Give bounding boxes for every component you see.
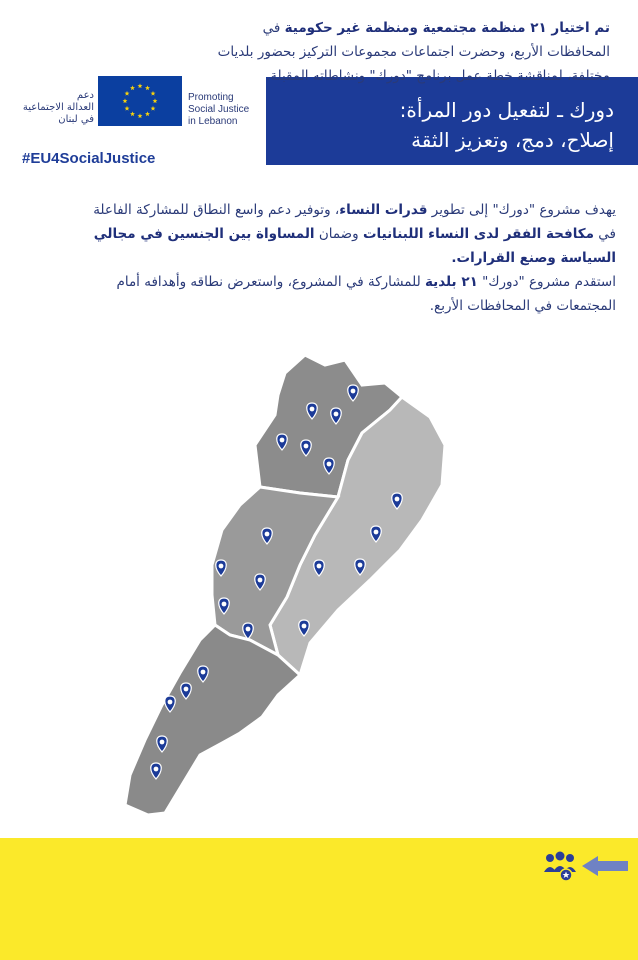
map-pin-dot bbox=[304, 444, 309, 449]
map-pin-dot bbox=[351, 389, 356, 394]
footer-banner bbox=[0, 838, 638, 960]
title-line-2: إصلاح، دمج، وتعزيز الثقة bbox=[411, 128, 614, 152]
map-pin-dot bbox=[280, 438, 285, 443]
map-pin-dot bbox=[154, 767, 159, 772]
map-pin-dot bbox=[219, 564, 224, 569]
arabic-logo-line-1: دعم bbox=[76, 90, 94, 101]
map-pin-dot bbox=[310, 407, 315, 412]
map-pin-dot bbox=[334, 412, 339, 417]
map-pin-dot bbox=[258, 578, 263, 583]
arabic-logo-text bbox=[10, 90, 94, 126]
eu-star-icon bbox=[130, 111, 135, 116]
eu-star-icon bbox=[151, 106, 156, 111]
map-pin-dot bbox=[317, 564, 322, 569]
intro-text: يهدف مشروع "دورك" إلى تطوير bbox=[427, 202, 616, 218]
map-pin-dot bbox=[222, 602, 227, 607]
footer-line-2: المحافظات الأربع، وحضرت اجتماعات مجموعات التركيز بحضور بلديات bbox=[217, 44, 610, 60]
english-logo-line-2: Social Justice bbox=[188, 104, 250, 115]
title-line-1: دورك ـ لتفعيل دور المرأة: bbox=[399, 98, 614, 122]
eu-star-icon bbox=[145, 111, 150, 116]
arrow-left-icon bbox=[582, 855, 628, 877]
map-pin-dot bbox=[395, 497, 400, 502]
footer-line-1 bbox=[90, 16, 610, 40]
intro-line-2 bbox=[16, 222, 616, 246]
intro-bold: مكافحة الفقر لدى النساء اللبنانيات bbox=[362, 226, 594, 242]
map-pin-dot bbox=[201, 670, 206, 675]
title-banner bbox=[266, 77, 638, 165]
eu-star-icon bbox=[138, 113, 143, 118]
footer-line-3: مختلفة، لمناقشة خطة عمل برنامج "دورك" ونشاطاته المقبلة. bbox=[265, 68, 610, 84]
intro-bold: السياسة وصنع القرارات. bbox=[451, 250, 616, 266]
intro-text: استقدم مشروع "دورك" bbox=[477, 274, 616, 290]
arabic-logo-line-2: العدالة الاجتماعية bbox=[22, 102, 94, 113]
lebanon-map bbox=[100, 335, 540, 825]
map-region-south bbox=[125, 625, 300, 815]
map-pin-dot bbox=[168, 700, 173, 705]
map-pin-dot bbox=[184, 687, 189, 692]
map-pin-dot bbox=[358, 563, 363, 568]
intro-text: في bbox=[594, 226, 616, 242]
footer-paragraph bbox=[90, 16, 610, 88]
intro-line-4 bbox=[16, 270, 616, 294]
intro-paragraph bbox=[16, 198, 616, 318]
people-group-icon bbox=[544, 850, 576, 882]
hashtag: #EU4SocialJustice bbox=[22, 150, 156, 167]
eu-star-icon bbox=[123, 98, 128, 103]
map-pin-dot bbox=[302, 624, 307, 629]
intro-line-1 bbox=[16, 198, 616, 222]
arabic-logo-line-3: في لبنان bbox=[58, 114, 94, 125]
footer-bold: تم اختيار ٢١ منظمة مجتمعية ومنظمة غير حكومية bbox=[284, 20, 610, 36]
english-logo-line-3: in Lebanon bbox=[188, 116, 238, 127]
map-pin-dot bbox=[265, 532, 270, 537]
eu-star-icon bbox=[151, 91, 156, 96]
english-logo-text bbox=[188, 92, 249, 128]
intro-bold: ٢١ بلدية bbox=[424, 274, 478, 290]
map-pin-dot bbox=[246, 627, 251, 632]
intro-bold: قدرات النساء bbox=[339, 202, 428, 218]
intro-line-5: المجتمعات في المحافظات الأربع. bbox=[429, 298, 616, 314]
intro-text: للمشاركة في المشروع، واستعرض نطاقه وأهدافه أمام bbox=[116, 274, 425, 290]
eu-star-icon bbox=[125, 91, 130, 96]
intro-text: ، وتوفير دعم واسع النطاق للمشاركة الفاعلة bbox=[93, 202, 340, 218]
map-pin-dot bbox=[160, 740, 165, 745]
intro-bold: المساواة بين الجنسين في مجالي bbox=[93, 226, 315, 242]
intro-line-3 bbox=[16, 246, 616, 270]
map-pin-dot bbox=[374, 530, 379, 535]
eu-star-icon bbox=[153, 98, 158, 103]
map-pin-dot bbox=[327, 462, 332, 467]
eu-star-icon bbox=[125, 106, 130, 111]
english-logo-line-1: Promoting bbox=[188, 92, 234, 103]
intro-text: وضمان bbox=[314, 226, 363, 242]
footer-text: في bbox=[262, 20, 285, 36]
